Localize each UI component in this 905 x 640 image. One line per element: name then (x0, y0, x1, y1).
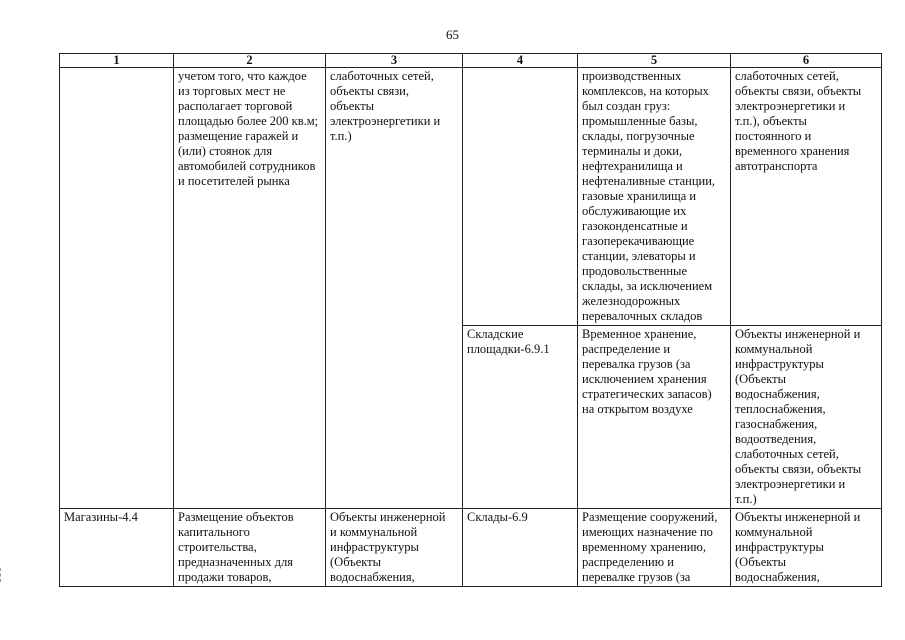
table-cell (578, 68, 731, 326)
cell-text: Объекты инженерной и коммунальной инфраструктуры (Объекты водоснабжения, теплоснабжения, газоснабжения, водоотведения, слаботочных сетей, объекты связи, объекты электроэнергетики и т.п.) (735, 327, 862, 506)
table-cell (463, 509, 578, 587)
table-row (60, 68, 882, 326)
cell-text: Складские площадки-6.9.1 (467, 327, 550, 356)
column-header-4: 4 (463, 54, 578, 68)
table-cell (174, 68, 326, 509)
table-row (60, 509, 882, 587)
table-cell (731, 509, 882, 587)
scan-margin-mark (0, 568, 5, 582)
page-number: 65 (446, 27, 459, 42)
cell-text: Временное хранение, распределение и перевалка грузов (за исключением хранения стратегических запасов) на открытом воздухе (582, 327, 712, 416)
table-cell (731, 326, 882, 509)
cell-text: Объекты инженерной и коммунальной инфраструктуры (Объекты водоснабжения, (330, 510, 446, 584)
table-cell (463, 326, 578, 509)
column-header-6: 6 (731, 54, 882, 68)
table-cell (174, 509, 326, 587)
cell-text: Размещение сооружений, имеющих назначение по временному хранению, распределению и перевалке грузов (за (582, 510, 718, 584)
table-cell (578, 326, 731, 509)
cell-text: Склады-6.9 (467, 510, 528, 524)
cell-text: Магазины-4.4 (64, 510, 138, 524)
column-header-5: 5 (578, 54, 731, 68)
cell-text: Размещение объектов капитального строительства, предназначенных для продажи товаров, (178, 510, 294, 584)
cell-text: слаботочных сетей, объекты связи, объекты электроэнергетики и т.п.) (330, 69, 441, 143)
table-cell (463, 68, 578, 326)
column-header-1: 1 (60, 54, 174, 68)
table-cell (60, 68, 174, 509)
land-use-table (59, 53, 882, 587)
table-cell (326, 509, 463, 587)
cell-text: слаботочных сетей, объекты связи, объекты электроэнергетики и т.п.), объекты постоянного и временного хранения автотранспорта (735, 69, 862, 173)
cell-text: производственных комплексов, на которых был создан груз: промышленные базы, склады, погрузочные терминалы и доки, нефтехранилища и нефтеналивные станции, газовые хранилища и обслуживающие их газоконденсатные и газоперекачивающие станции, элеваторы и продовольственные склады, за исключением железнодорожных перевалочных складов (582, 69, 716, 323)
column-header-3: 3 (326, 54, 463, 68)
column-header-2: 2 (174, 54, 326, 68)
cell-text: учетом того, что каждое из торговых мест не располагает торговой площадью более 200 кв.м; размещение гаражей и (или) стоянок для автомобилей сотрудников и посетителей рынка (178, 69, 319, 188)
table-cell (60, 509, 174, 587)
table-cell (578, 509, 731, 587)
table-cell (326, 68, 463, 509)
cell-text: Объекты инженерной и коммунальной инфраструктуры (Объекты водоснабжения, (735, 510, 861, 584)
table-cell (731, 68, 882, 326)
table-header-row (60, 54, 882, 68)
